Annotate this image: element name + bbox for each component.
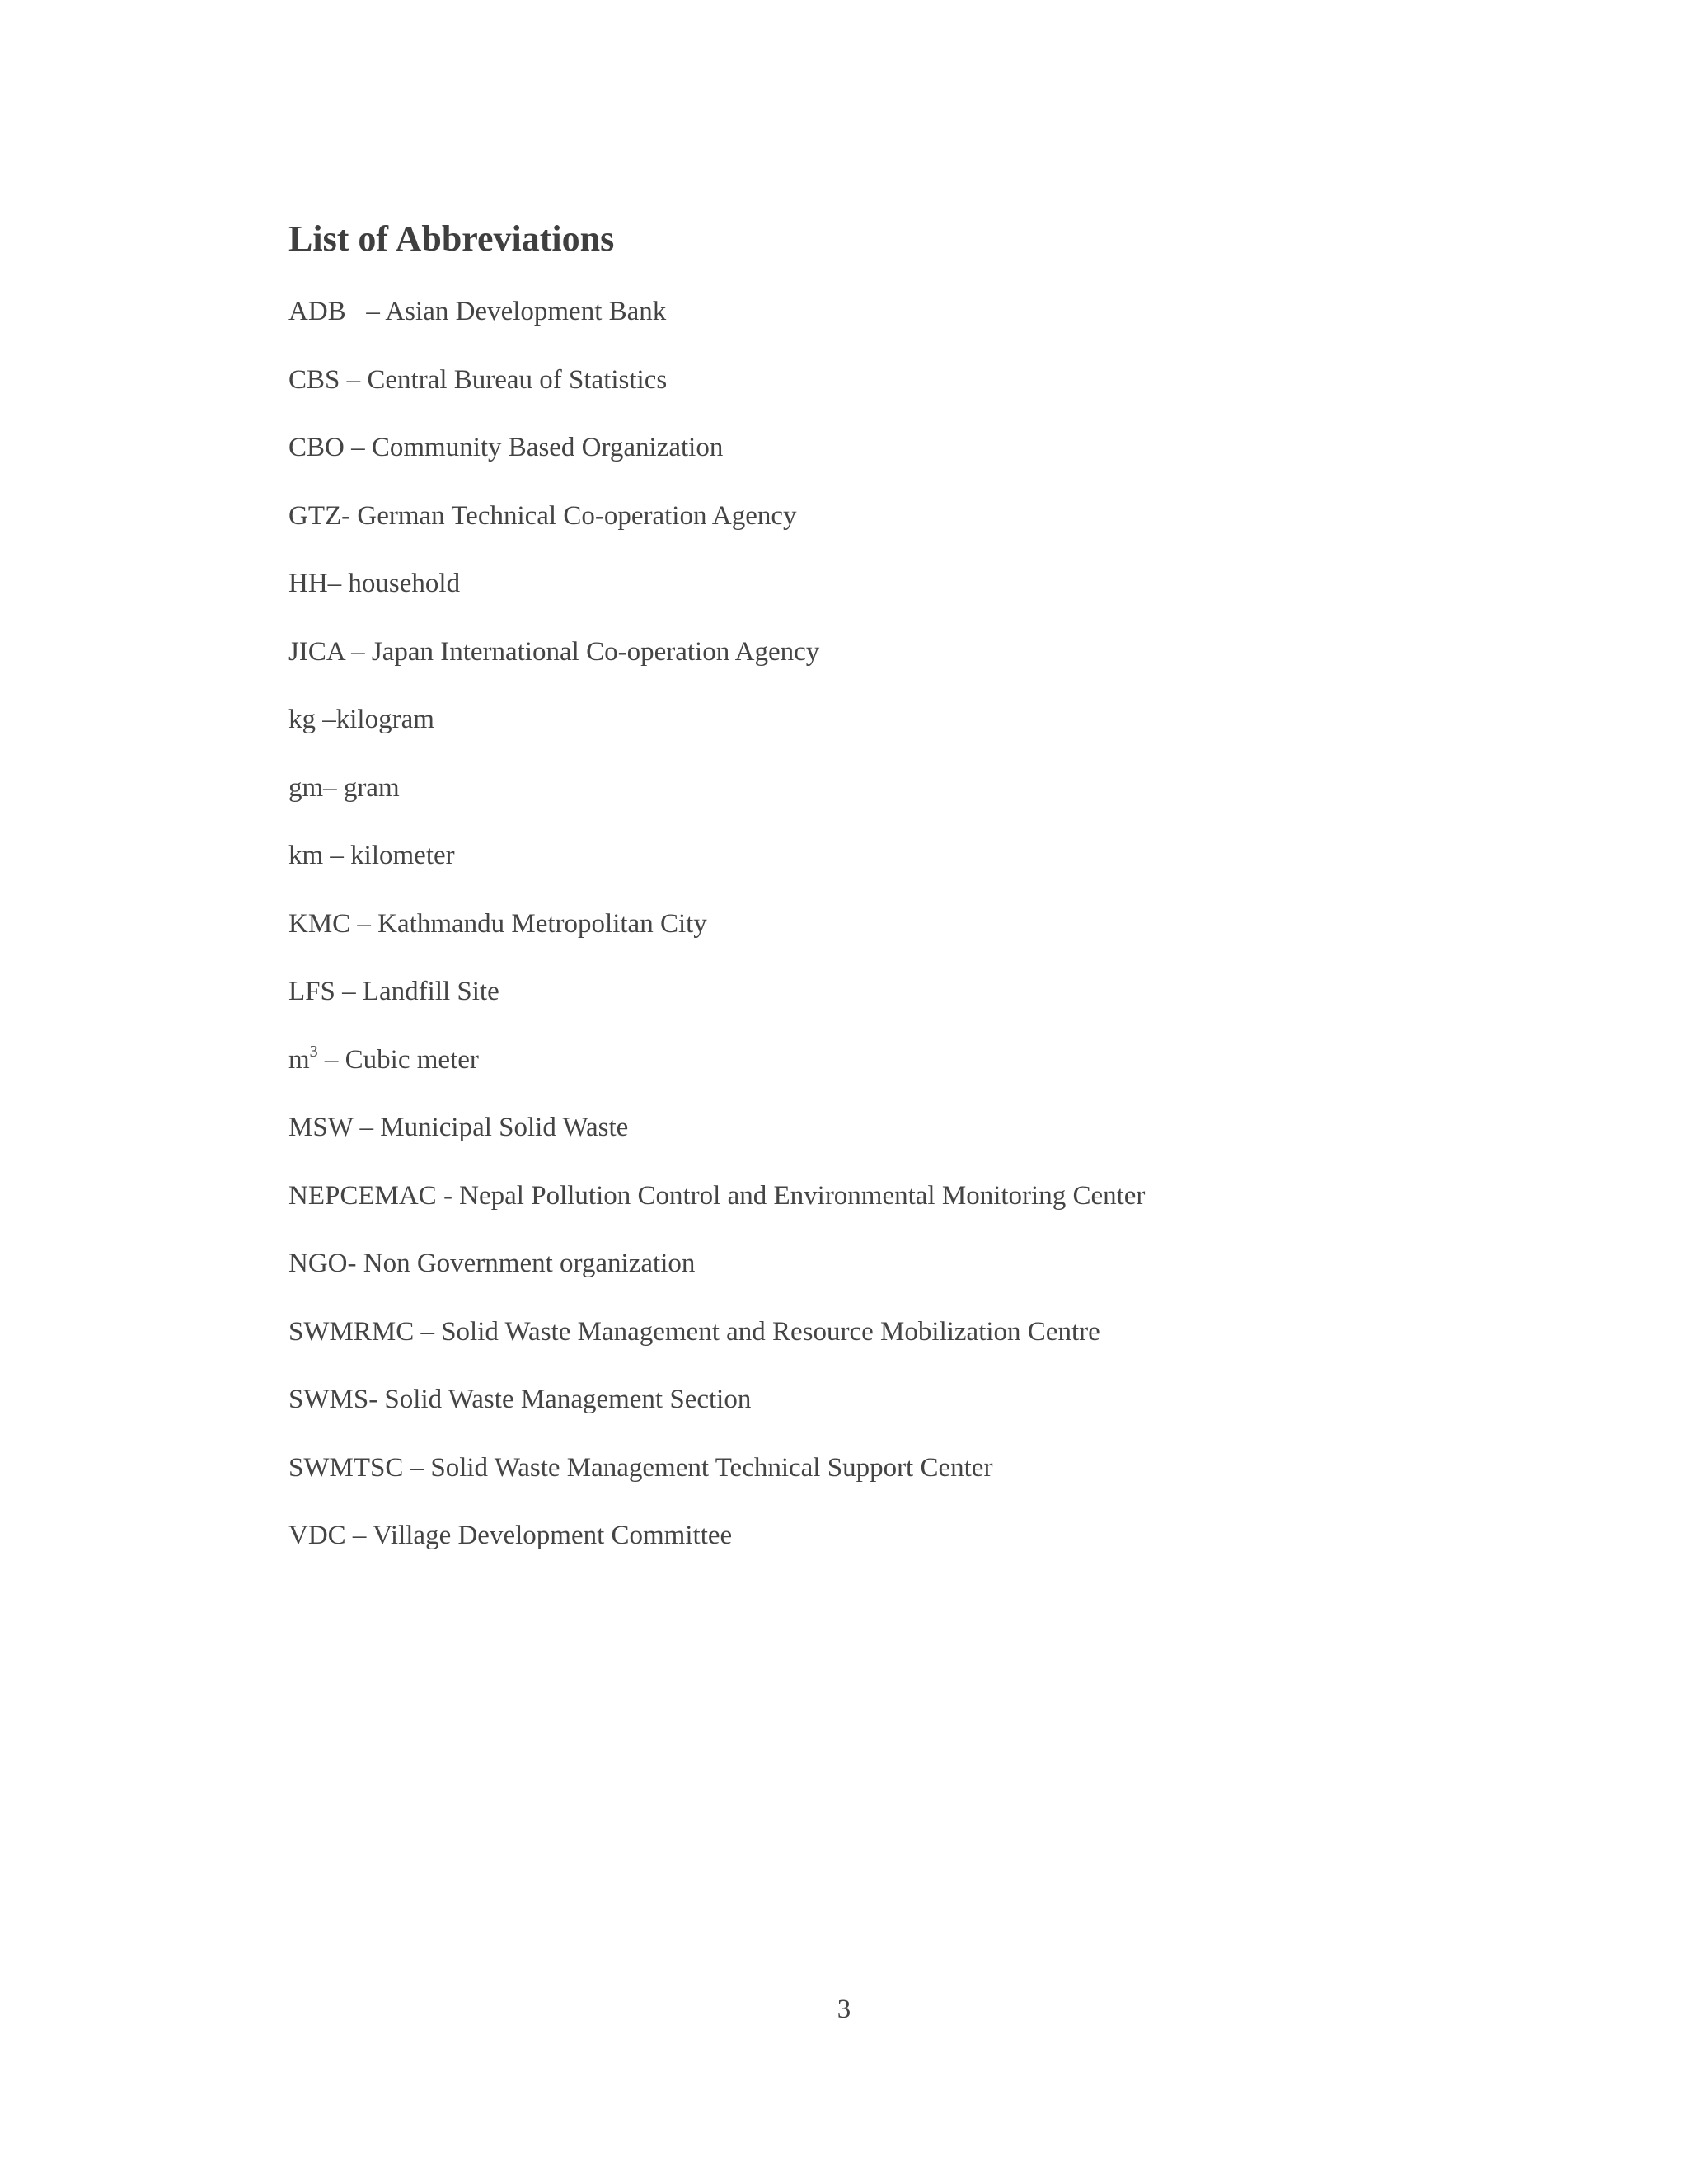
abbreviation-hh: HH– household: [288, 569, 461, 598]
page-title: List of Abbreviations: [288, 218, 615, 259]
abbreviation-list: [288, 293, 1145, 1586]
abbreviation-msw: MSW – Municipal Solid Waste: [288, 1113, 629, 1142]
abbreviation-kg: kg –kilogram: [288, 705, 434, 734]
abbreviation-cbo: CBO – Community Based Organization: [288, 433, 724, 462]
abbreviation-lfs: LFS – Landfill Site: [288, 977, 499, 1006]
abbreviation-swmtsc: SWMTSC – Solid Waste Management Technical Support Center: [288, 1452, 993, 1483]
cubic-meter-exponent: 3: [309, 1042, 318, 1061]
abbreviation-cubic-meter: [288, 1042, 1145, 1110]
abbreviation-km: km – kilometer: [288, 841, 455, 870]
abbreviation-swms: SWMS- Solid Waste Management Section: [288, 1385, 752, 1414]
abbreviation-cbs: CBS – Central Bureau of Statistics: [288, 364, 668, 395]
abbreviation-gm: gm– gram: [288, 772, 400, 803]
abbreviation-adb: ADB – Asian Development Bank: [288, 297, 667, 326]
abbreviation-nepcemac: NEPCEMAC - Nepal Pollution Control and Environmental Monitoring Center: [288, 1180, 1146, 1211]
abbreviation-kmc: KMC – Kathmandu Metropolitan City: [288, 908, 707, 939]
page-number: 3: [837, 1994, 851, 2024]
abbreviation-swmrmc: SWMRMC – Solid Waste Management and Resource Mobilization Centre: [288, 1316, 1100, 1347]
abbreviation-vdc: VDC – Village Development Committee: [288, 1521, 733, 1550]
abbreviation-ngo: NGO- Non Government organization: [288, 1249, 696, 1278]
cubic-meter-unit: m: [288, 1044, 310, 1075]
abbreviation-gtz: GTZ- German Technical Co-operation Agency: [288, 500, 797, 531]
abbreviation-jica: JICA – Japan International Co-operation Agency: [288, 636, 820, 667]
cubic-meter-definition: – Cubic meter: [317, 1044, 479, 1075]
